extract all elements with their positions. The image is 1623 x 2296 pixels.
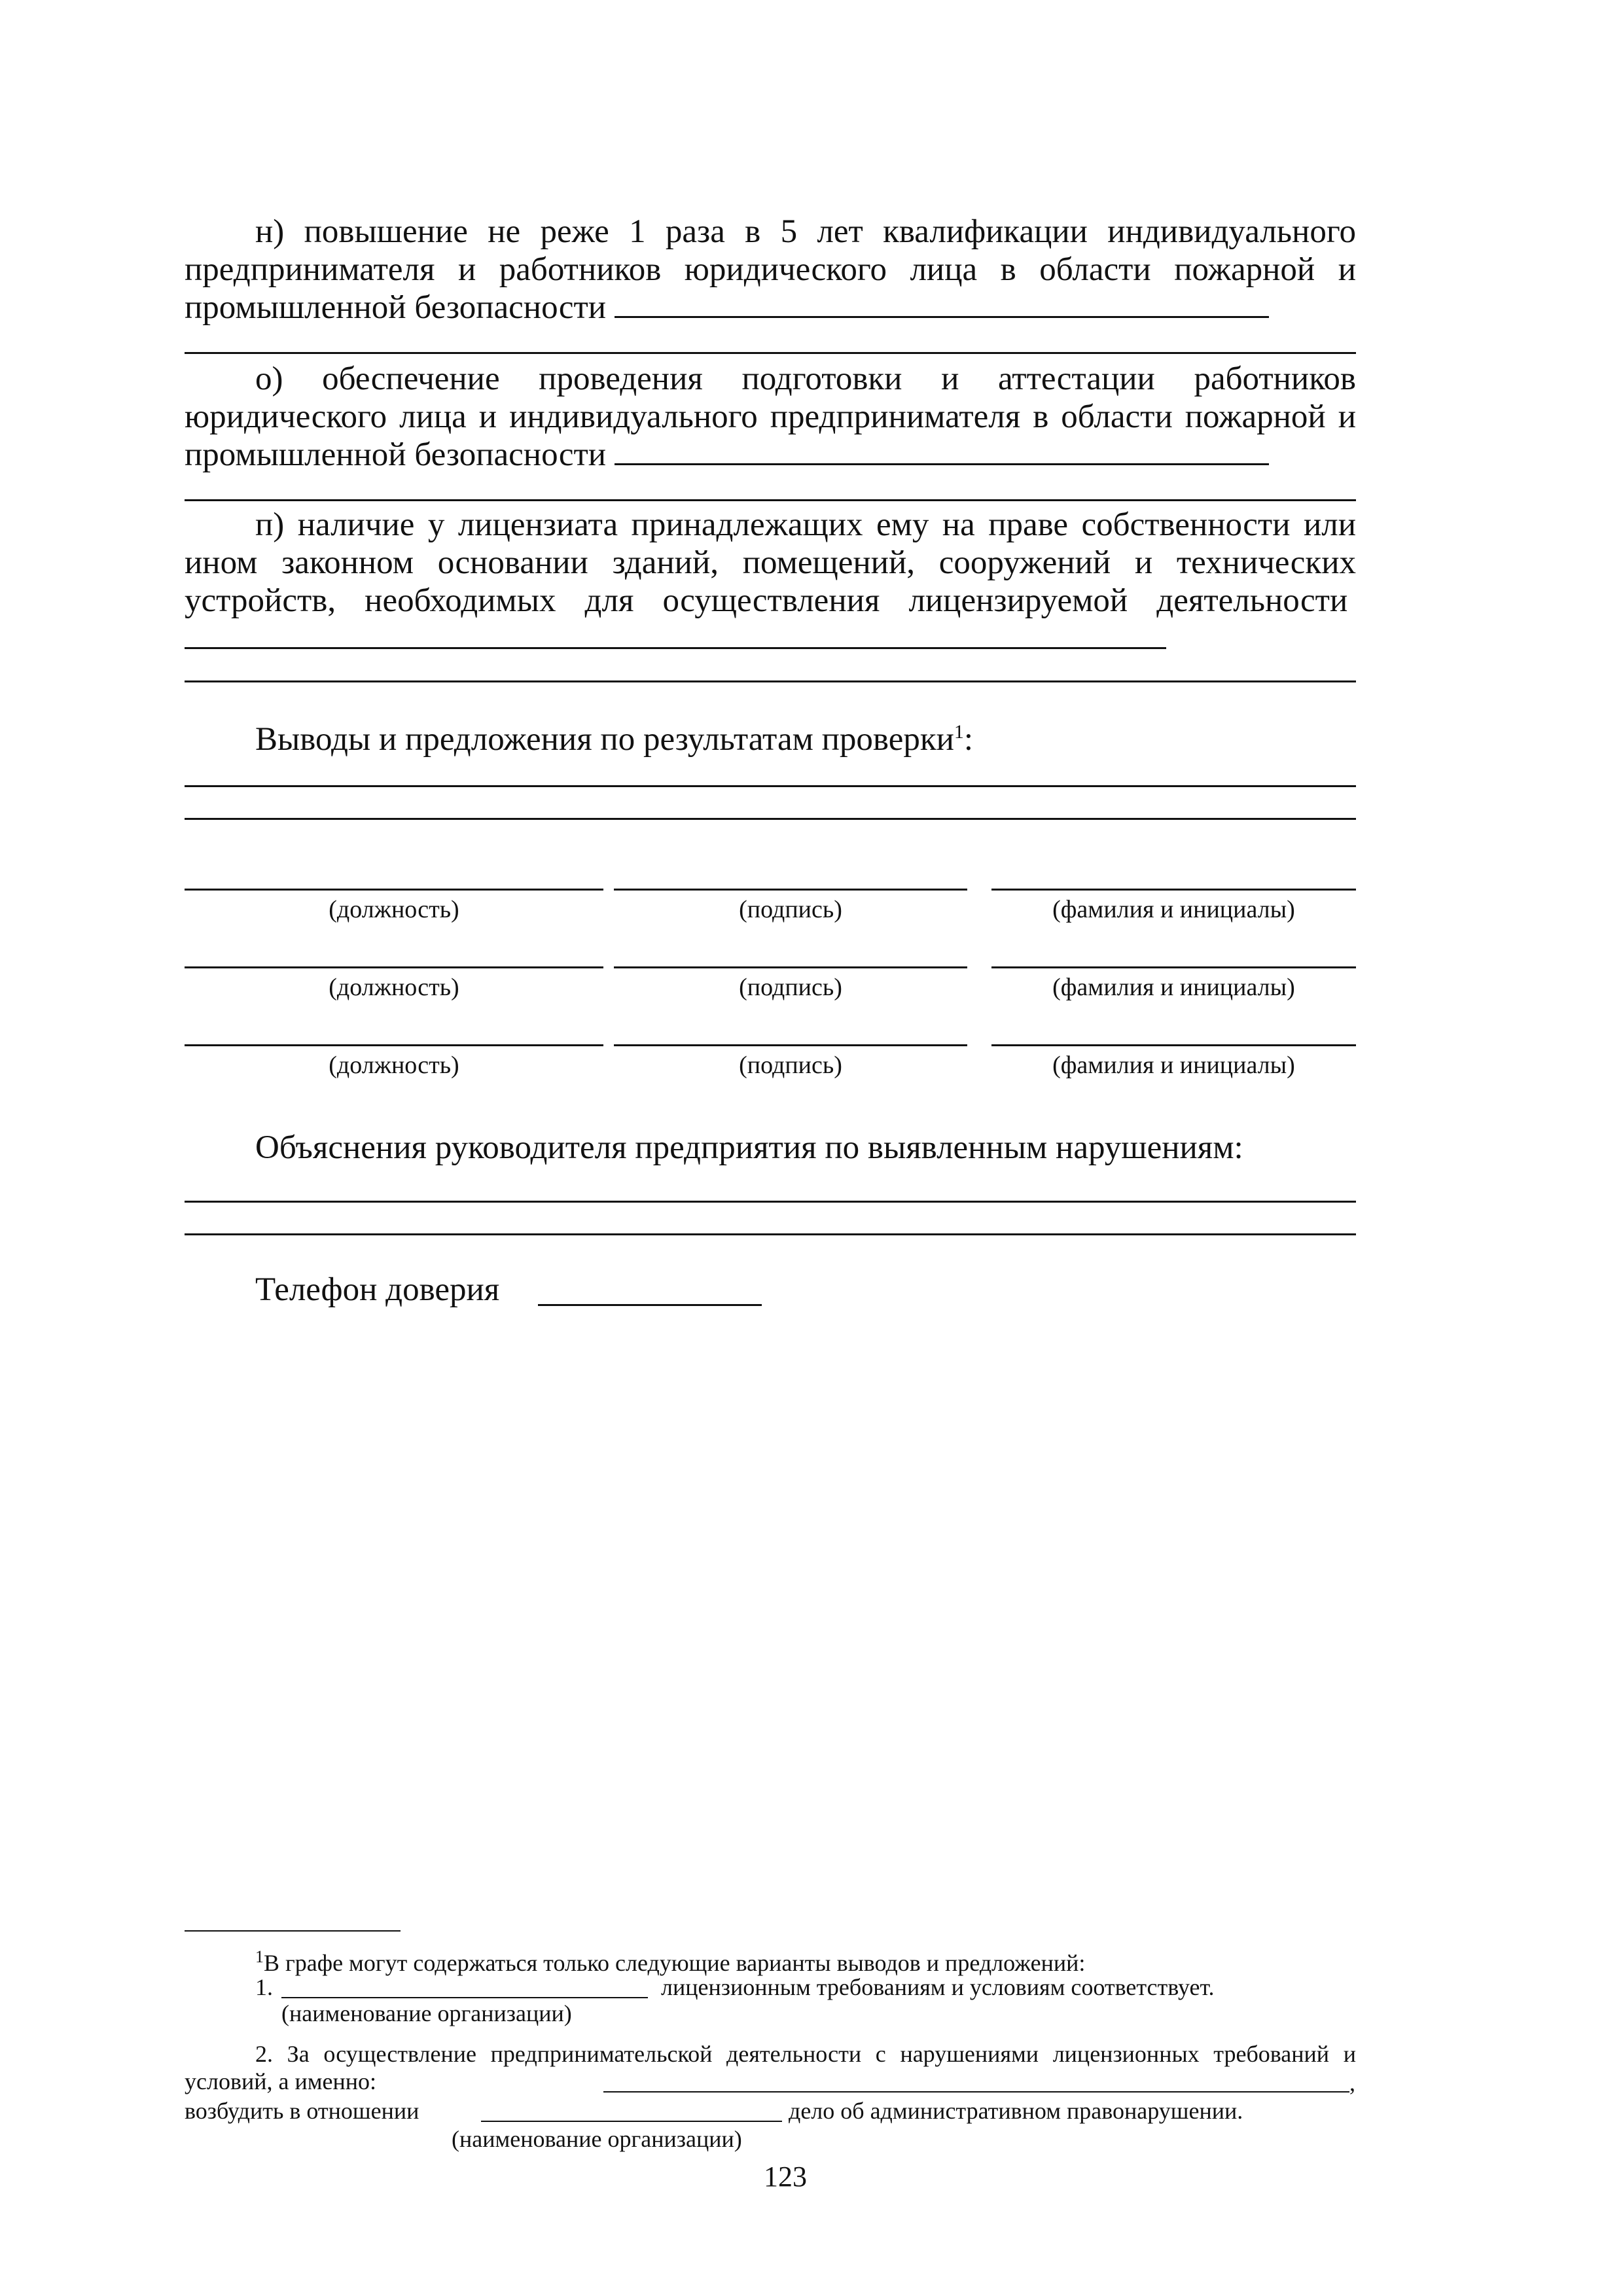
conclusions-heading (255, 713, 973, 758)
footnote-item2-line2-b: дело об административном правонарушении. (789, 2098, 1243, 2124)
signature-line-2 (614, 966, 967, 968)
explanations-line-2 (185, 1233, 1356, 1235)
hotline-fill-line (538, 1304, 762, 1306)
footnote-item1-text: лицензионным требованиям и условиям соответствует. (661, 1974, 1215, 2000)
item-p-text: п) наличие у лицензиата принадлежащих ему на праве собственности или ином законном основании зданий, помещений, сооружений и технических устройств, необходимых для осуществления лицензируемой деятельности (185, 506, 1356, 619)
footnote-separator (185, 1930, 401, 1932)
footnote-item2-text: 2. За осуществление предпринимательской деятельности с нарушениями лицензионных требований и условий, а именно: (185, 2041, 1356, 2094)
item-n (185, 213, 1356, 327)
position-line-3 (185, 1044, 603, 1046)
position-line-2 (185, 966, 603, 968)
footnote-item1-fill-line (281, 1997, 648, 1998)
footnote-item2-comma: , (1349, 2070, 1355, 2096)
item-n-extra-line (185, 352, 1356, 354)
signature-line-3 (614, 1044, 967, 1046)
footnote-intro-text: В графе могут содержаться только следующие варианты выводов и предложений: (264, 1950, 1086, 1976)
conclusions-label: Выводы и предложения по результатам проверки (255, 721, 954, 758)
footnote-item2-fill-line (603, 2091, 1349, 2093)
item-o-fill-line (615, 463, 1269, 465)
item-p-fill-line (185, 646, 1166, 649)
footnote-item2-line2-a: возбудить в отношении (185, 2098, 419, 2124)
conclusions-line-1 (185, 785, 1356, 787)
signature-caption-1: (подпись) (739, 896, 842, 923)
position-caption-2: (должность) (329, 974, 459, 1001)
name-line-2 (991, 966, 1356, 968)
name-line-3 (991, 1044, 1356, 1046)
item-o-text: о) обеспечение проведения подготовки и аттестации работников юридического лица и индивидуального предпринимателя в области пожарной и промышленной безопасности (185, 361, 1356, 473)
name-caption-3: (фамилия и инициалы) (1052, 1051, 1295, 1079)
item-n-fill-line (615, 315, 1269, 318)
name-line-1 (991, 889, 1356, 891)
item-p-extra-line (185, 680, 1356, 682)
item-o (185, 360, 1356, 474)
position-caption-3: (должность) (329, 1051, 459, 1079)
conclusions-colon: : (963, 721, 974, 758)
conclusions-line-2 (185, 818, 1356, 820)
footnote-item1-caption: (наименование организации) (281, 2000, 572, 2026)
item-n-text: н) повышение не реже 1 раза в 5 лет квалификации индивидуального предпринимателя и работников юридического лица в области пожарной и промышленной безопасности (185, 213, 1356, 326)
item-p (185, 506, 1356, 658)
footnote-item2-org-line (481, 2121, 782, 2122)
position-line-1 (185, 889, 603, 891)
page-number: 123 (764, 2161, 807, 2193)
explanations-heading: Объяснения руководителя предприятия по выявленным нарушениям: (255, 1129, 1243, 1166)
hotline-label: Телефон доверия (255, 1271, 500, 1308)
hotline-row (255, 1271, 499, 1309)
footnote-mark: 1 (255, 1947, 264, 1966)
footnote-item2-caption: (наименование организации) (452, 2126, 742, 2152)
conclusions-footnote-mark: 1 (954, 721, 964, 743)
footnote-item1-number: 1. (255, 1974, 273, 2000)
footnote-intro (255, 1943, 1085, 1977)
explanations-line-1 (185, 1201, 1356, 1203)
signature-caption-2: (подпись) (739, 974, 842, 1001)
signature-caption-3: (подпись) (739, 1051, 842, 1079)
name-caption-1: (фамилия и инициалы) (1052, 896, 1295, 923)
position-caption-1: (должность) (329, 896, 459, 923)
item-o-extra-line (185, 499, 1356, 501)
signature-line-1 (614, 889, 967, 891)
name-caption-2: (фамилия и инициалы) (1052, 974, 1295, 1001)
footnote-item2 (185, 2040, 1356, 2095)
